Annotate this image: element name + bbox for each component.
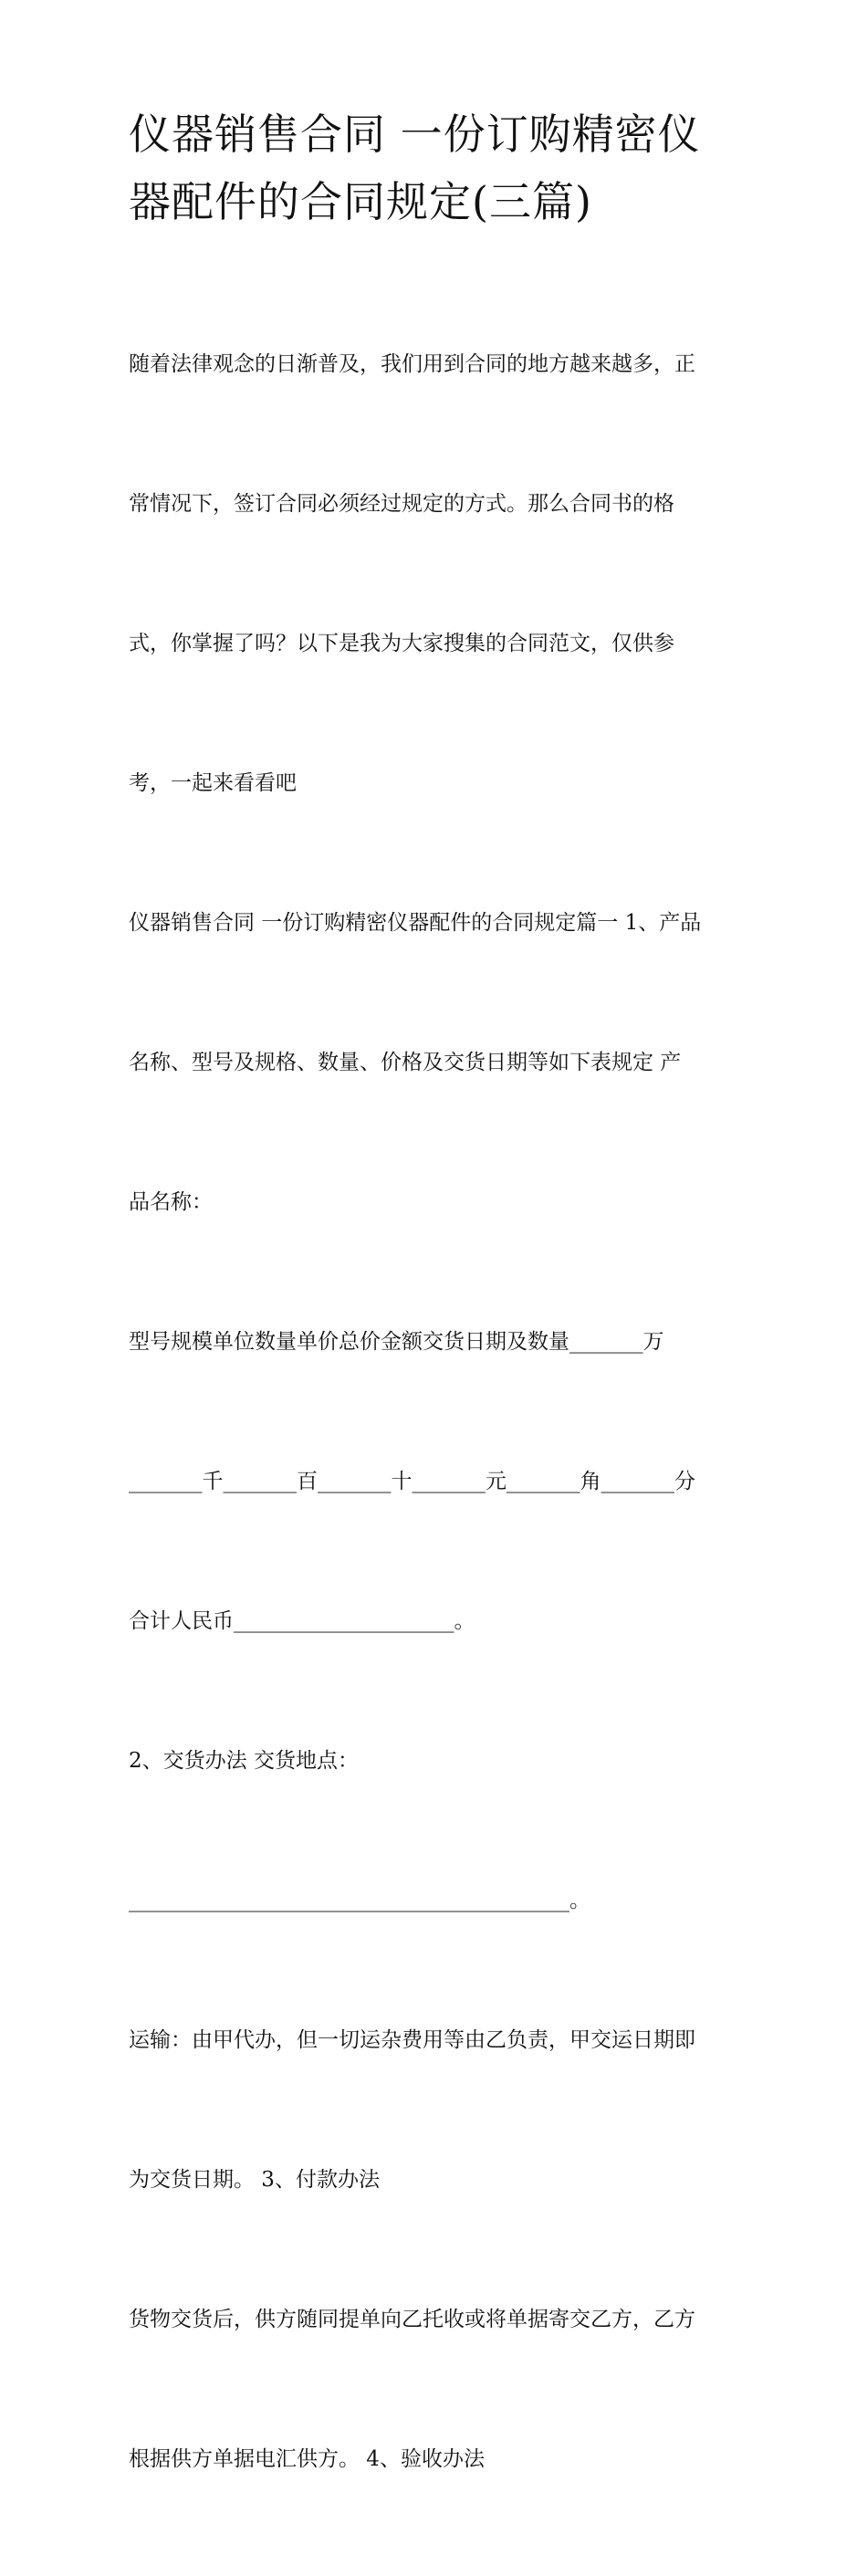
title-line: 器配件的合同规定(三篇) [129,177,592,226]
body-line: 随着法律观念的日渐普及，我们用到合同的地方越来越多，正 [129,352,695,376]
body-line: 合计人民币_____________________。 [129,1609,475,1633]
body-line: 运输：由甲代办，但一切运杂费用等由乙负责，甲交运日期即 [129,2028,695,2052]
body-line: _______千_______百_______十_______元_______角_______分 [129,1470,695,1493]
document-title [129,100,749,236]
body-line: 型号规模单位数量单价总价金额交货日期及数量_______万 [129,1330,664,1354]
body-line: 考，一起来看看吧 [129,771,297,795]
body-line: 2、交货办法 交货地点： [129,1749,359,1773]
body-line: __________________________________________。 [129,1889,590,1912]
body-line: 仪器销售合同 一份订购精密仪器配件的合同规定篇一 1、产品 [129,911,702,935]
body-line: 常情况下，签订合同必须经过规定的方式。那么合同书的格 [129,492,674,516]
document-page [129,100,749,2576]
body-line: 式，你掌握了吗？以下是我为大家搜集的合同范文，仅供参 [129,632,674,655]
body-line: 为交货日期。 3、付款办法 [129,2168,380,2192]
title-line: 仪器销售合同 一份订购精密仪 [129,110,701,159]
body-line: 货物交货后，供方随同提单向乙托收或将单据寄交乙方，乙方 [129,2308,695,2331]
document-body [129,248,749,2576]
body-line: 根据供方单据电汇供方。 4、验收办法 [129,2447,485,2471]
body-line: 名称、型号及规格、数量、价格及交货日期等如下表规定 产 [129,1051,682,1074]
body-line: 品名称： [129,1190,213,1214]
